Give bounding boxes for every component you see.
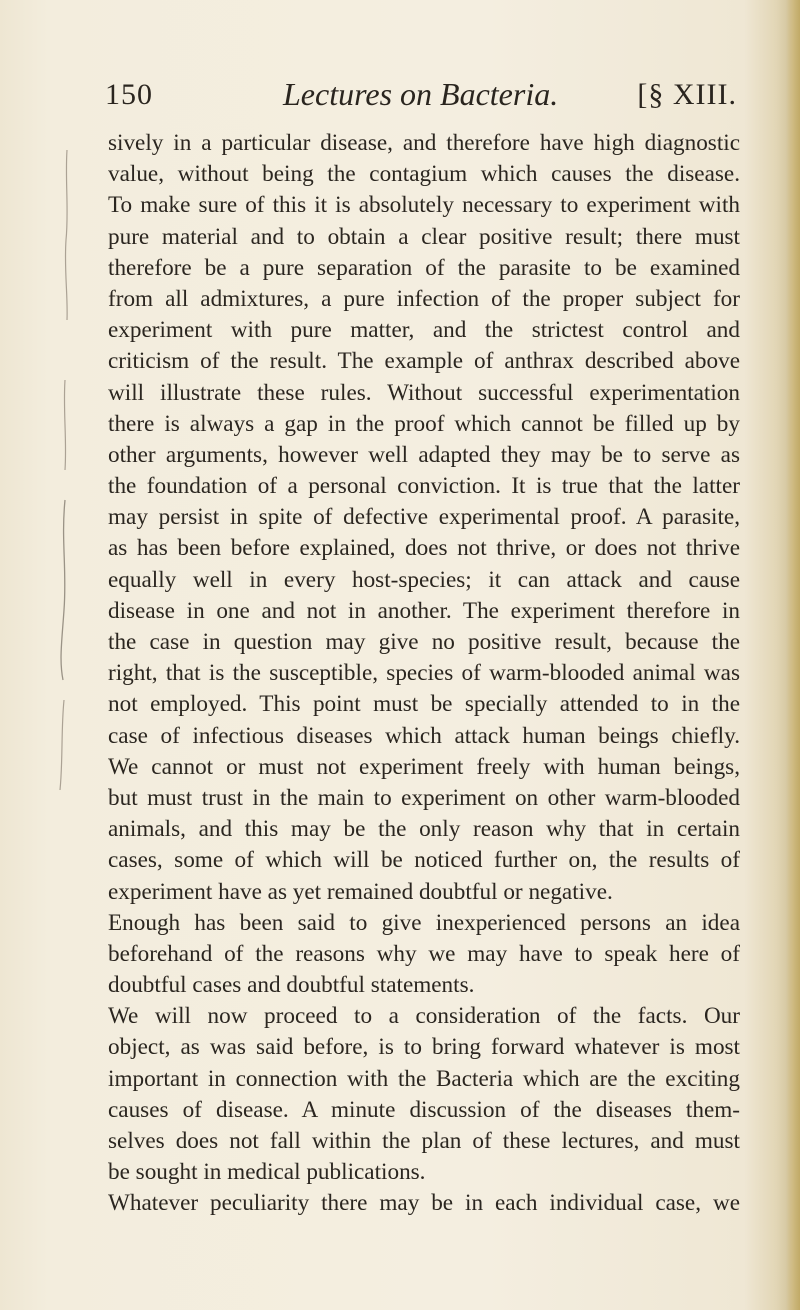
page-number: 150 xyxy=(105,78,153,111)
section-reference: [§ XIII. xyxy=(637,78,737,111)
text-line: right, that is the susceptible, species of warm-blooded animal was xyxy=(108,660,740,687)
text-line: doubtful cases and doubtful statements. xyxy=(108,972,475,999)
text-line: criticism of the result. The example of anthrax described above xyxy=(108,348,740,375)
text-line: but must trust in the main to experiment on other warm-blooded xyxy=(108,784,740,811)
text-line: as has been before explained, does not thrive, or does not thrive xyxy=(108,535,740,562)
text-line: may persist in spite of defective experimental proof. A parasite, xyxy=(108,504,740,531)
text-line: be sought in medical publications. xyxy=(108,1159,426,1186)
text-line: sively in a particular disease, and therefore have high diagnostic xyxy=(108,130,740,156)
text-line: disease in one and not in another. The experiment therefore in xyxy=(108,597,740,624)
text-line: cases, some of which will be noticed further on, the results of xyxy=(108,847,740,874)
text-line: there is always a gap in the proof which cannot be filled up by xyxy=(108,410,740,437)
text-line: To make sure of this it is absolutely necessary to experiment with xyxy=(108,192,740,219)
margin-pencil-marks xyxy=(55,120,95,800)
text-line: animals, and this may be the only reason why that in certain xyxy=(108,816,740,843)
text-line: important in connection with the Bacteria which are the exciting xyxy=(108,1065,740,1092)
text-line: therefore be a pure separation of the parasite to be examined xyxy=(108,254,740,281)
text-line: other arguments, however well adapted they may be to serve as xyxy=(108,441,740,468)
text-line: We will now proceed to a consideration of the facts. Our xyxy=(108,1003,740,1030)
body-text xyxy=(108,128,740,1220)
text-line: beforehand of the reasons why we may have to speak here of xyxy=(108,940,740,967)
text-line: equally well in every host-species; it can attack and cause xyxy=(108,566,740,593)
text-line: selves does not fall within the plan of these lectures, and must xyxy=(108,1128,740,1154)
text-line: Whatever peculiarity there may be in each individual case, we xyxy=(108,1190,740,1217)
running-header xyxy=(105,78,745,118)
text-line: case of infectious diseases which attack human beings chiefly. xyxy=(108,722,740,749)
text-line: Enough has been said to give inexperienced persons an idea xyxy=(108,909,740,936)
page-edge-shadow xyxy=(786,0,800,1310)
text-line: object, as was said before, is to bring forward whatever is most xyxy=(108,1034,740,1061)
text-line: will illustrate these rules. Without successful experimentation xyxy=(108,379,740,406)
text-line: pure material and to obtain a clear positive result; there must xyxy=(108,223,740,250)
text-line: We cannot or must not experiment freely with human beings, xyxy=(108,753,740,780)
text-line: the foundation of a personal conviction. It is true that the latter xyxy=(108,473,740,500)
text-line: the case in question may give no positive result, because the xyxy=(108,629,740,655)
text-line: value, without being the contagium which causes the disease. xyxy=(108,161,740,188)
text-line: not employed. This point must be specially attended to in the xyxy=(108,691,740,718)
text-line: causes of disease. A minute discussion of the diseases them- xyxy=(108,1096,740,1123)
text-line: experiment have as yet remained doubtful or negative. xyxy=(108,878,613,905)
text-line: from all admixtures, a pure infection of the proper subject for xyxy=(108,285,740,312)
text-line: experiment with pure matter, and the strictest control and xyxy=(108,317,740,344)
running-title: Lectures on Bacteria. xyxy=(283,76,559,112)
